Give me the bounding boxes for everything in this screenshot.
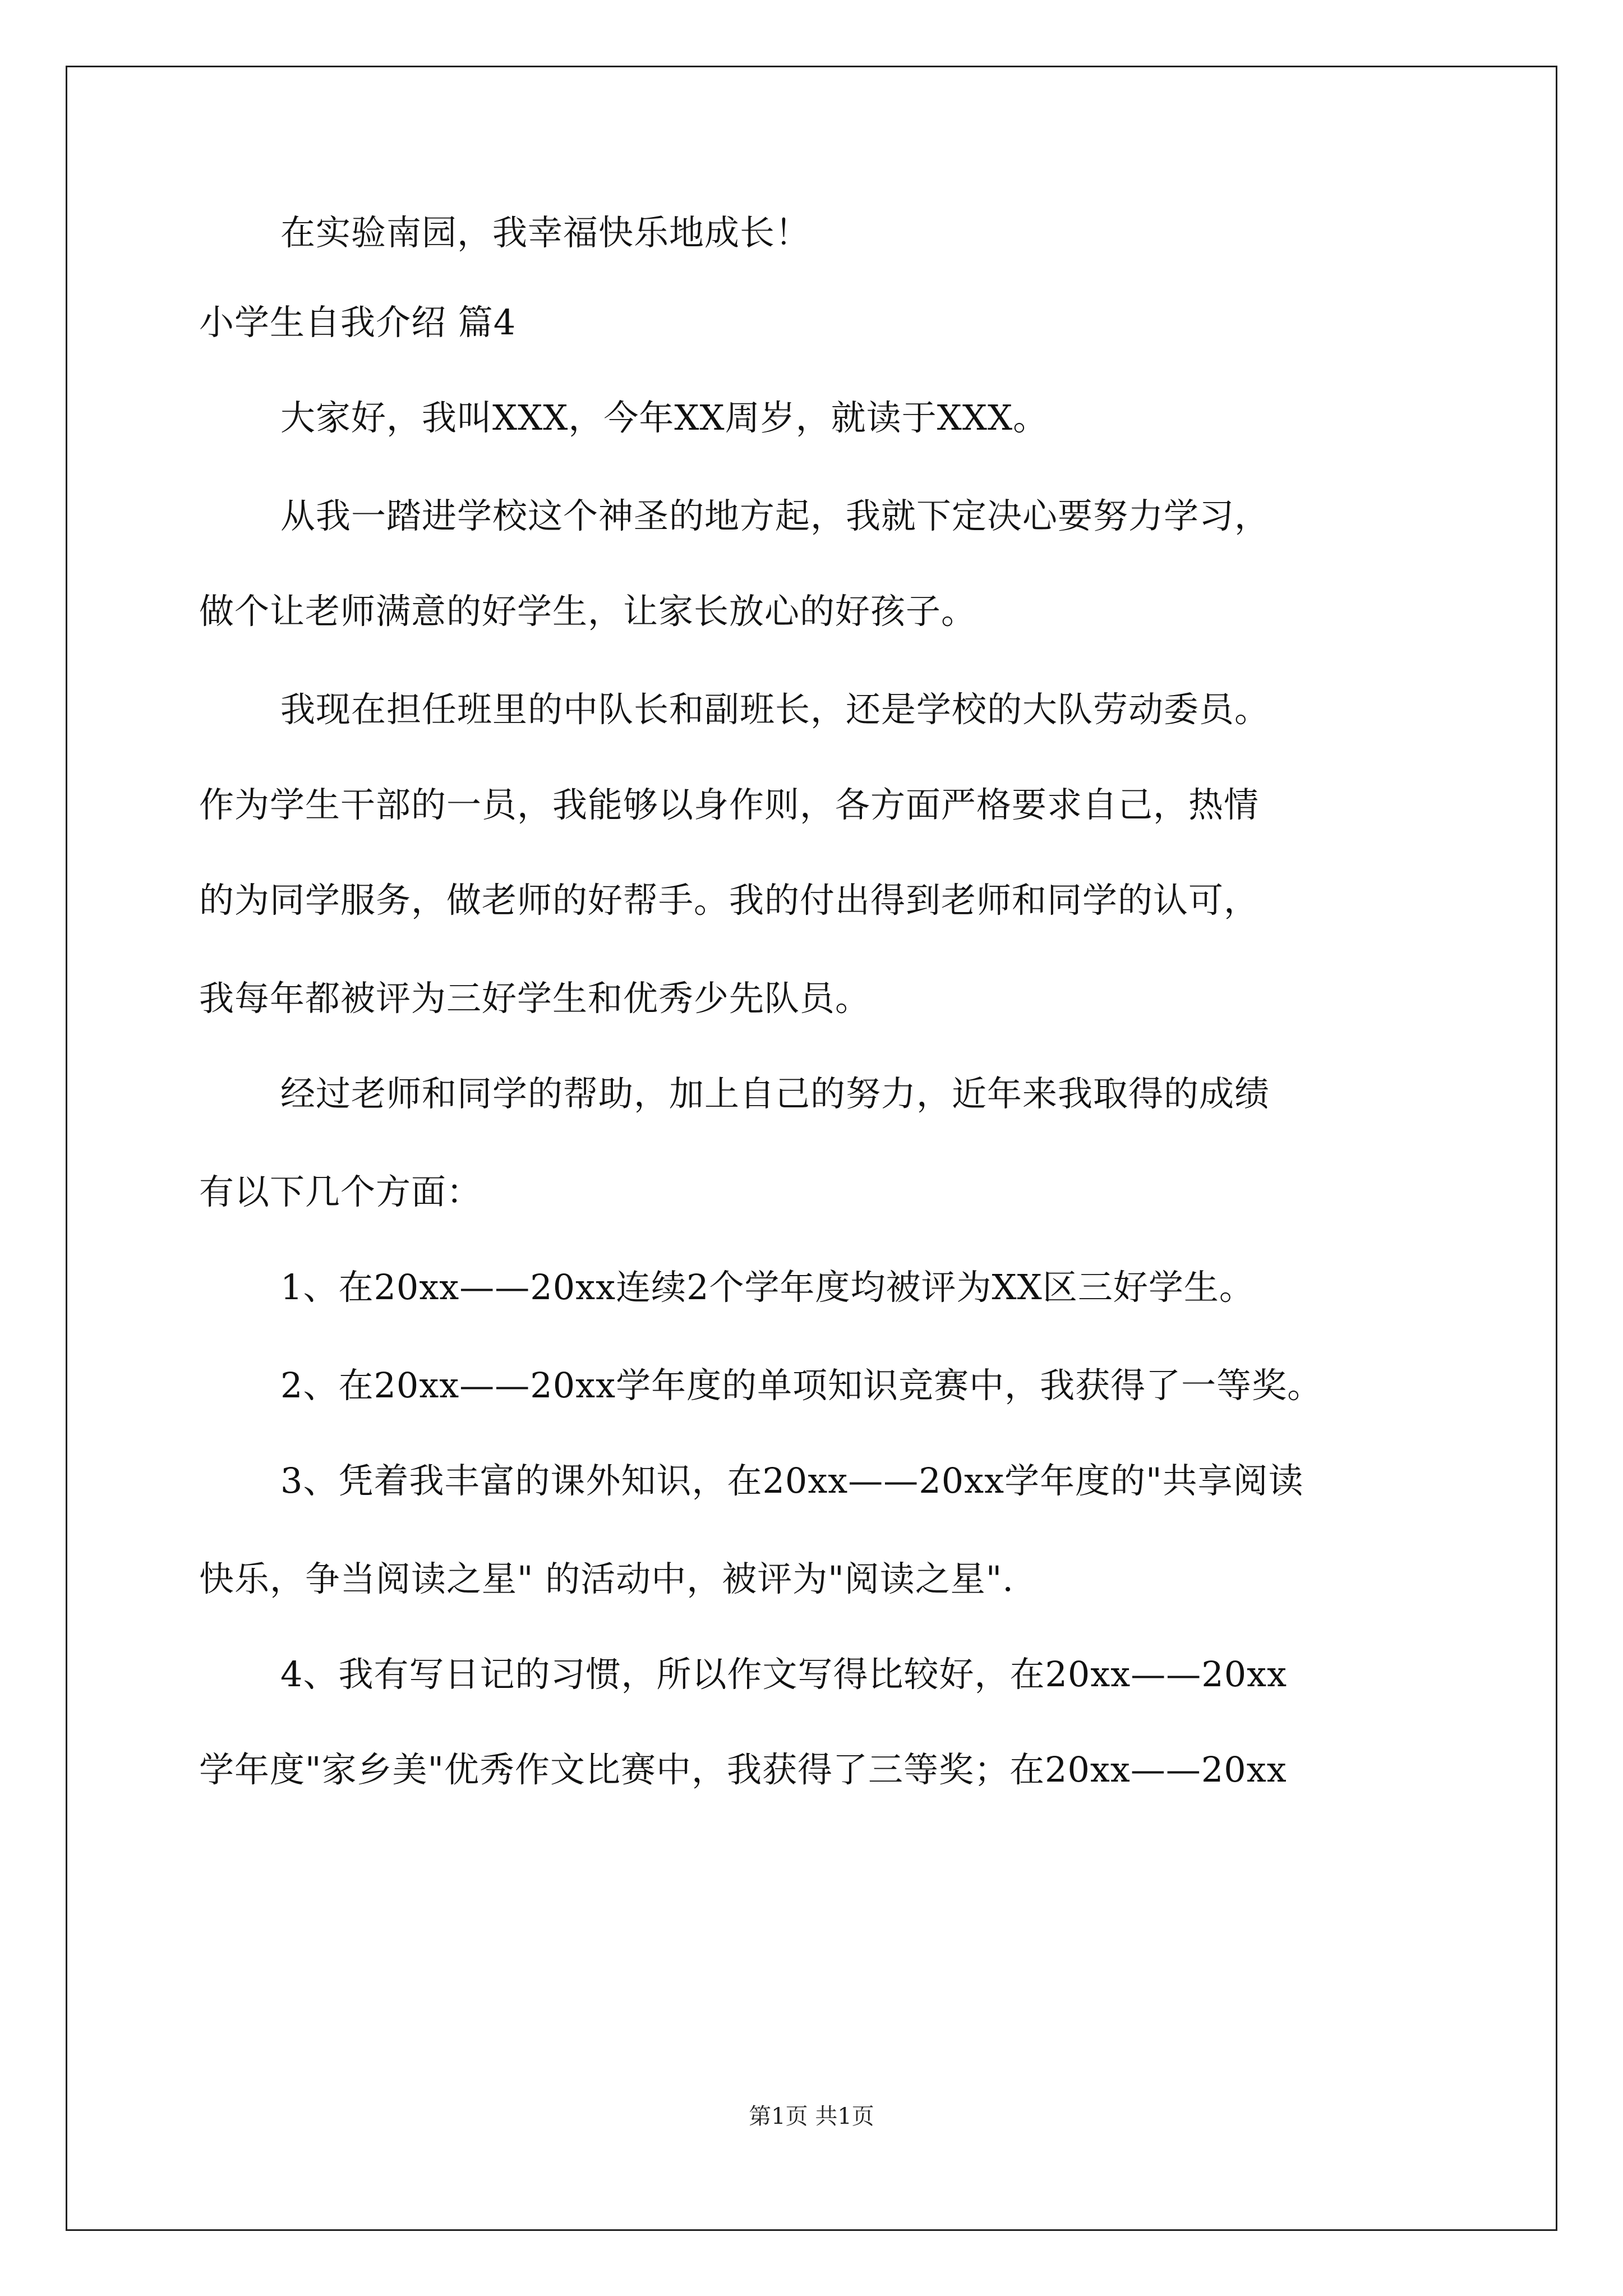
paragraph-line: 做个让老师满意的好学生，让家长放心的好孩子。 [199, 591, 977, 632]
section-heading: 小学生自我介绍 篇4 [199, 302, 517, 343]
list-item: 3、凭着我丰富的课外知识，在20xx——20xx学年度的"共享阅读 [280, 1460, 1304, 1501]
paragraph-line: 大家好，我叫XXX，今年XX周岁，就读于XXX。 [280, 397, 1049, 438]
list-item: 1、在20xx——20xx连续2个学年度均被评为XX区三好学生。 [280, 1267, 1255, 1308]
paragraph-line: 我现在担任班里的中队长和副班长，还是学校的大队劳动委员。 [280, 689, 1270, 730]
paragraph-line: 经过老师和同学的帮助，加上自己的努力，近年来我取得的成绩 [280, 1073, 1270, 1114]
paragraph-line: 有以下几个方面： [199, 1171, 482, 1212]
list-item: 2、在20xx——20xx学年度的单项知识竞赛中，我获得了一等奖。 [280, 1365, 1323, 1406]
list-item: 4、我有写日记的习惯，所以作文写得比较好，在20xx——20xx [280, 1654, 1288, 1695]
paragraph-line: 我每年都被评为三好学生和优秀少先队员。 [199, 978, 871, 1019]
paragraph-line: 从我一踏进学校这个神圣的地方起，我就下定决心要努力学习， [280, 495, 1270, 536]
page-number-footer: 第1页 共1页 [749, 2104, 874, 2129]
paragraph-line: 的为同学服务，做老师的好帮手。我的付出得到老师和同学的认可， [199, 880, 1260, 921]
list-item-continuation: 学年度"家乡美"优秀作文比赛中，我获得了三等奖；在20xx——20xx [199, 1749, 1287, 1790]
paragraph-line: 作为学生干部的一员，我能够以身作则，各方面严格要求自己，热情 [199, 784, 1260, 825]
list-item-continuation: 快乐，争当阅读之星" 的活动中，被评为"阅读之星". [199, 1558, 1014, 1599]
paragraph-line: 在实验南园，我幸福快乐地成长！ [280, 212, 811, 253]
page-border [66, 66, 1557, 2231]
